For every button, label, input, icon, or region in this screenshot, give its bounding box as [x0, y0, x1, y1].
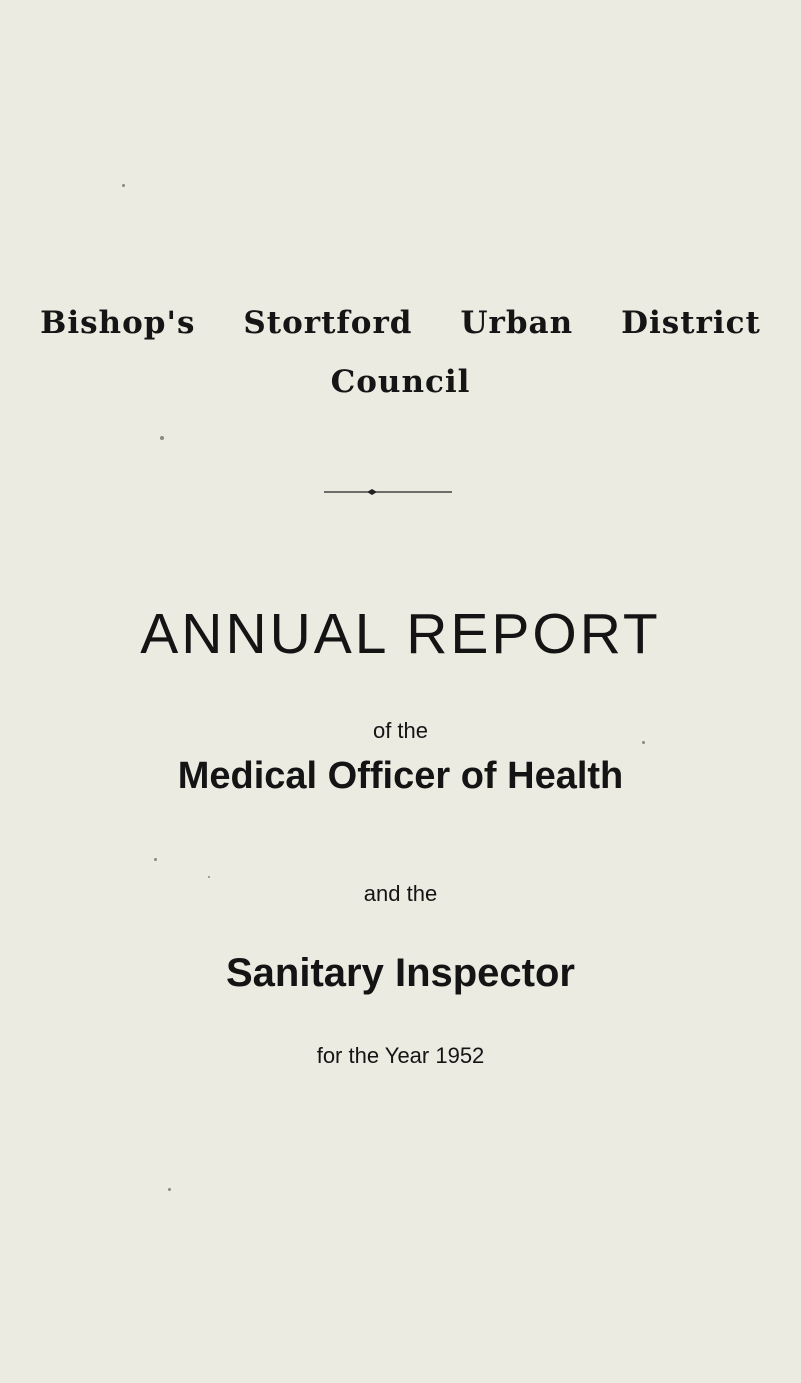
report-year-line: for the Year 1952 [316, 1043, 485, 1068]
paper-speck [154, 858, 157, 861]
medical-officer-heading: Medical Officer of Health [177, 755, 624, 797]
report-title: ANNUAL REPORT [140, 602, 661, 666]
and-the-text: and the [363, 881, 438, 906]
paper-speck [160, 436, 164, 440]
sanitary-inspector-heading: Sanitary Inspector [225, 951, 575, 995]
council-name-line1 [0, 305, 801, 341]
of-the-text: of the [372, 718, 429, 743]
paper-speck [168, 1188, 171, 1191]
council-word-4: District [621, 305, 761, 341]
ornamental-divider [324, 486, 452, 498]
paper-speck [122, 184, 125, 187]
council-word-2: Stortford [243, 305, 413, 341]
paper-speck [642, 741, 645, 744]
council-word-3: Urban [460, 305, 574, 341]
council-word-1: Bishop's [40, 305, 196, 341]
paper-speck [208, 876, 210, 878]
council-name-line2: Council [330, 364, 471, 400]
